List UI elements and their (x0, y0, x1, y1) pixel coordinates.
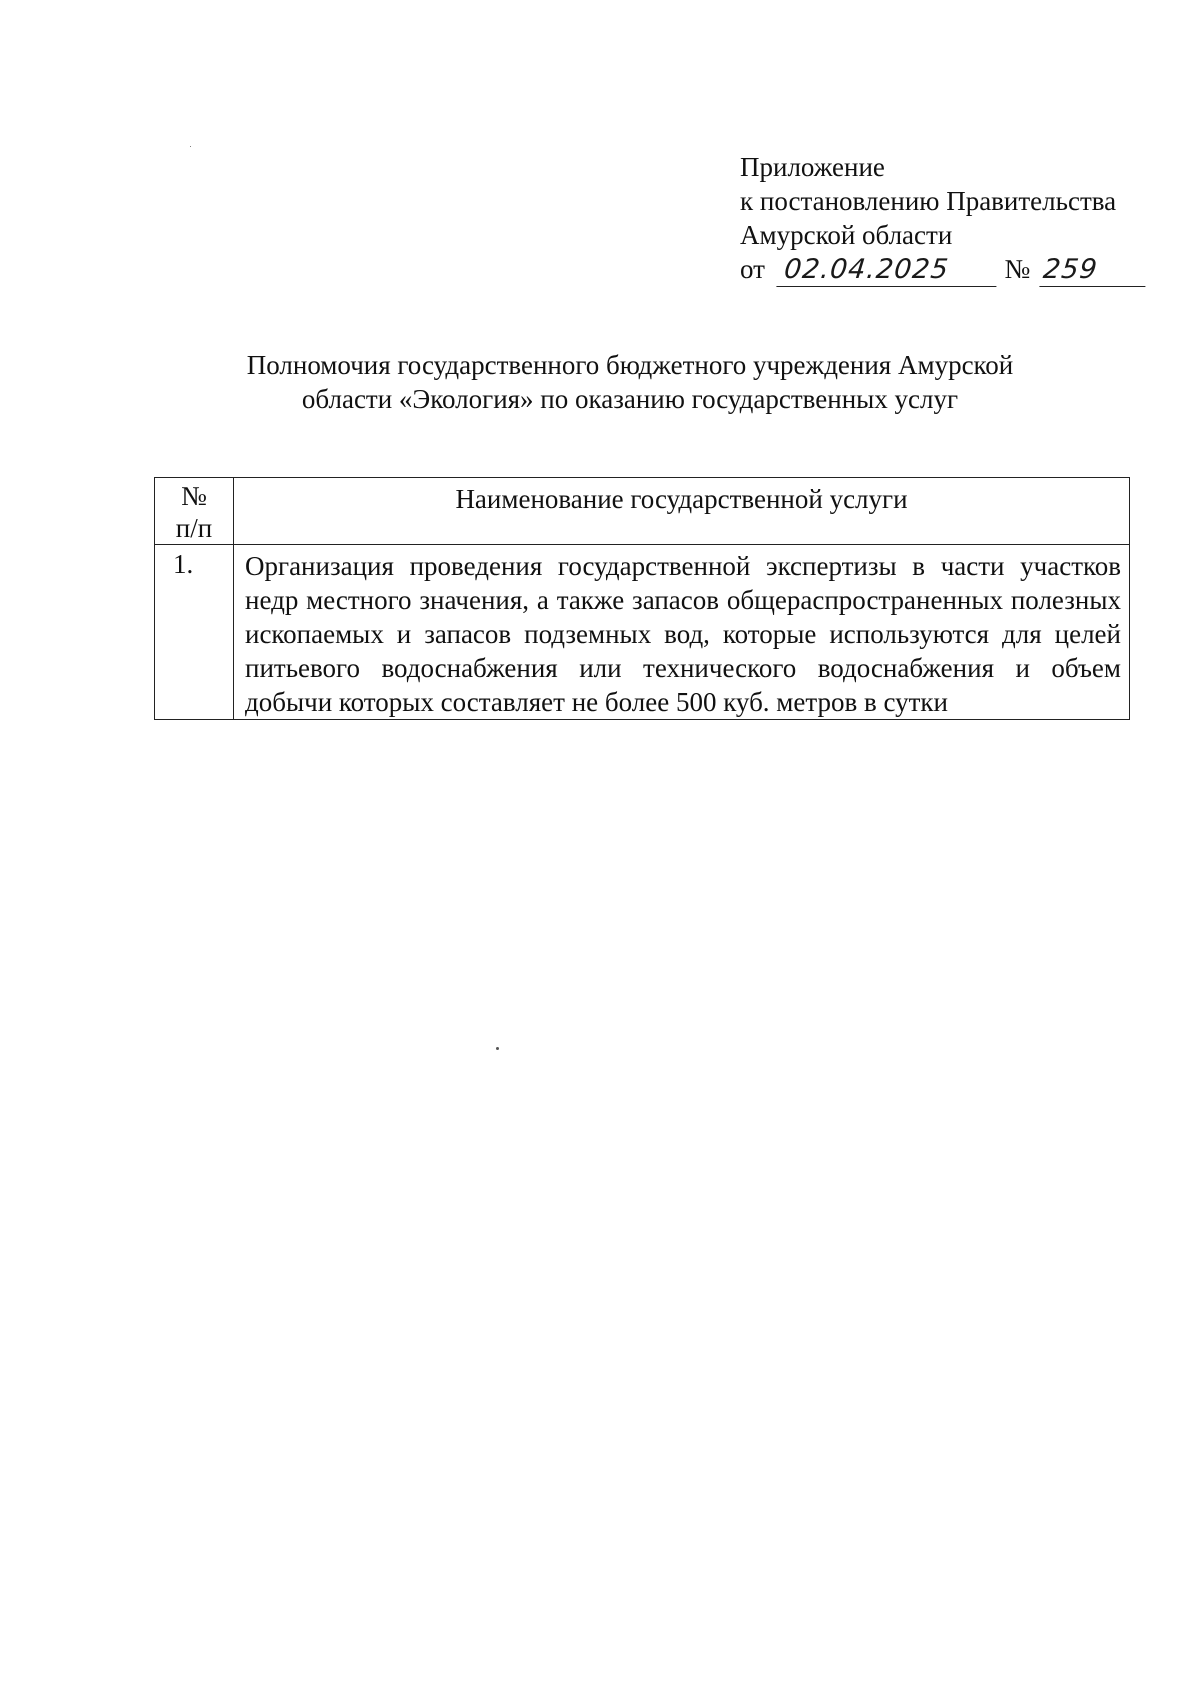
handwritten-date: 02.04.2025 (776, 256, 999, 287)
table-header-row (155, 478, 1130, 545)
appendix-heading: Приложение (740, 152, 885, 182)
number-sign: № (1004, 254, 1031, 284)
header-service-name: Наименование государственной услуги (234, 478, 1130, 545)
row-number: 1. (155, 545, 234, 720)
header-number-abbr: п/п (175, 513, 213, 543)
handwritten-number: 259 (1039, 256, 1148, 287)
title-line-1: Полномочия государственного бюджетного учреждения Амурской (246, 350, 1014, 380)
appendix-region: Амурской области (740, 220, 953, 250)
header-number (155, 478, 234, 545)
date-prefix: от (740, 254, 765, 284)
header-number-sign: № (181, 481, 207, 511)
scan-speck (190, 146, 191, 147)
services-table (154, 477, 1130, 720)
table-row (155, 545, 1130, 720)
scan-speck (496, 1047, 499, 1050)
appendix-reference: к постановлению Правительства (740, 186, 1117, 216)
appendix-block (740, 150, 1147, 287)
appendix-date-number-line (740, 252, 1147, 287)
row-service-name: Организация проведения государственной экспертизы в части участков недр местного значения, а также запасов общераспространенных полезных ископаемых и запасов подземных вод, которые используются для целей питьевого водоснабжения или технического водоснабжения и объем добычи которых составляет не более 500 куб. метров в сутки (234, 545, 1130, 720)
document-title (180, 348, 1080, 416)
title-line-2: области «Экология» по оказанию государственных услуг (301, 384, 959, 414)
